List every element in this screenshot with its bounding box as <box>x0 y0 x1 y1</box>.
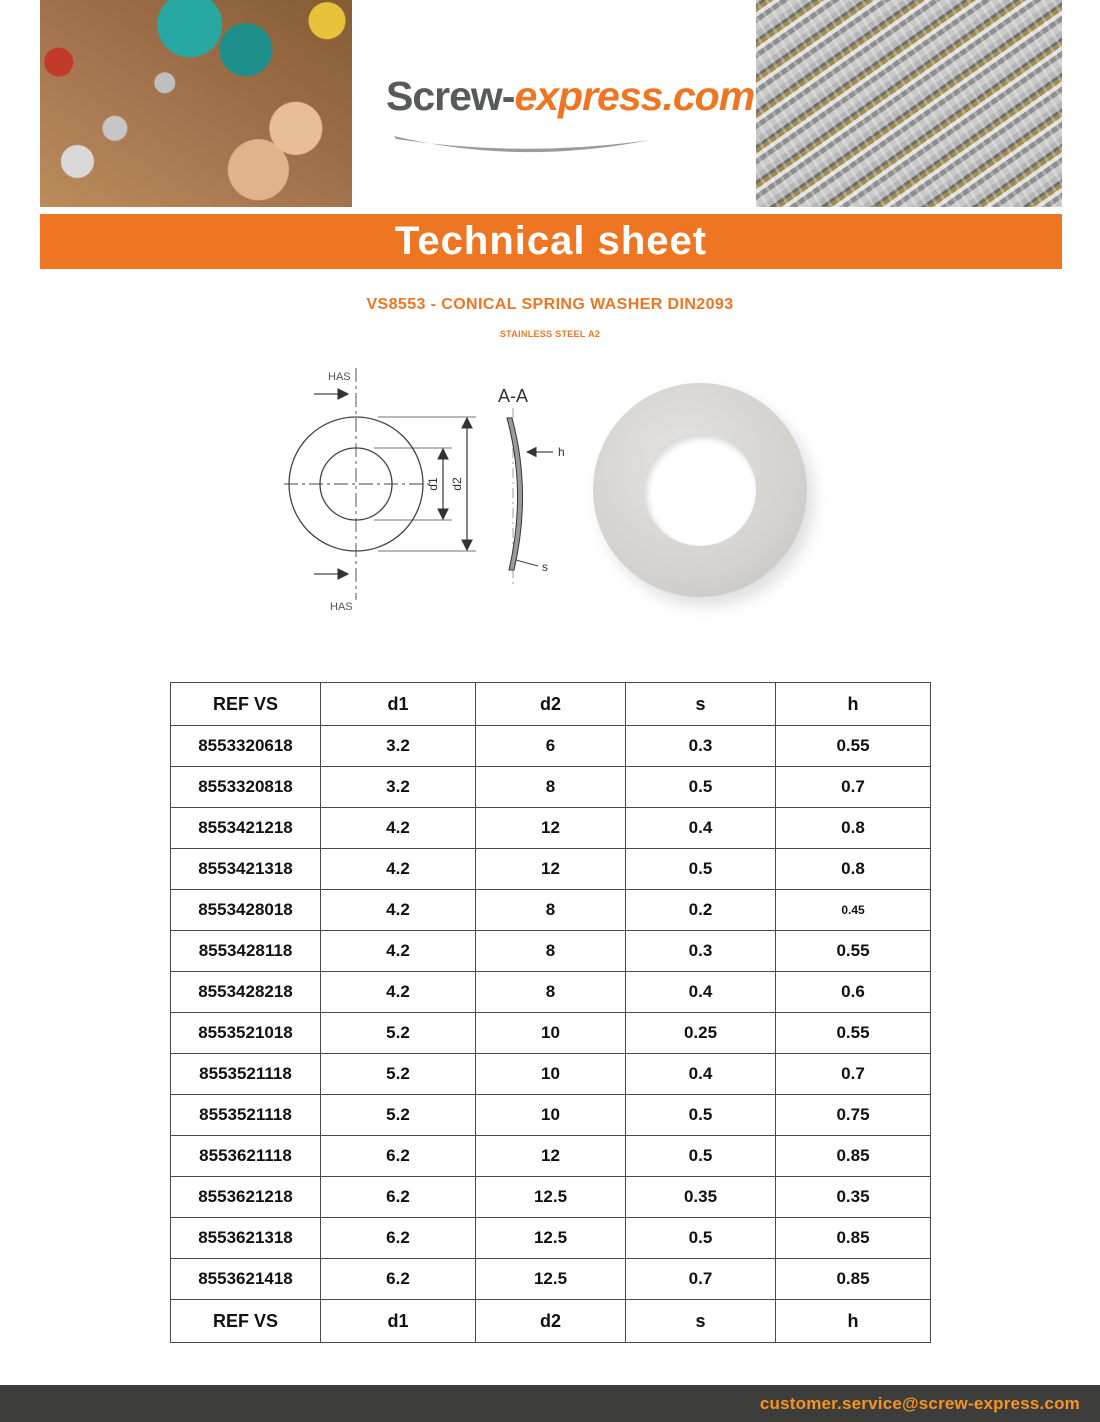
value-cell: 0.35 <box>776 1177 931 1218</box>
label-has-bottom: HAS <box>330 601 353 613</box>
table-row <box>171 890 931 931</box>
column-header: s <box>626 683 776 726</box>
brand-logo <box>386 73 755 119</box>
value-cell: 4.2 <box>321 808 476 849</box>
ref-cell: 8553621418 <box>171 1259 321 1300</box>
page-subtitle: STAINLESS STEEL A2 <box>499 329 601 339</box>
value-cell: 12 <box>476 849 626 890</box>
label-s: s <box>542 560 548 574</box>
value-cell: 12.5 <box>476 1259 626 1300</box>
column-footer: d1 <box>321 1300 476 1343</box>
logo-swoosh-icon <box>388 126 658 160</box>
value-cell: 6 <box>476 726 626 767</box>
value-cell: 0.5 <box>626 1136 776 1177</box>
ref-cell: 8553428118 <box>171 931 321 972</box>
ref-cell: 8553621218 <box>171 1177 321 1218</box>
value-cell: 8 <box>476 890 626 931</box>
value-cell: 0.7 <box>626 1259 776 1300</box>
spec-table-foot <box>171 1300 931 1343</box>
value-cell: 12 <box>476 808 626 849</box>
table-row <box>171 1054 931 1095</box>
table-row <box>171 726 931 767</box>
value-cell: 3.2 <box>321 726 476 767</box>
value-cell: 0.3 <box>626 726 776 767</box>
customer-service-email: customer.service@screw-express.com <box>759 1393 1080 1413</box>
value-cell: 0.3 <box>626 931 776 972</box>
value-cell: 0.55 <box>776 726 931 767</box>
ref-cell: 8553428218 <box>171 972 321 1013</box>
footer-bar <box>0 1385 1100 1422</box>
table-row <box>171 1177 931 1218</box>
washer-photo <box>593 383 807 597</box>
spec-table <box>170 682 931 1343</box>
table-row <box>171 1136 931 1177</box>
column-footer: h <box>776 1300 931 1343</box>
value-cell: 12.5 <box>476 1177 626 1218</box>
ref-cell: 8553521118 <box>171 1054 321 1095</box>
value-cell: 3.2 <box>321 767 476 808</box>
value-cell: 4.2 <box>321 849 476 890</box>
value-cell: 0.7 <box>776 1054 931 1095</box>
table-header-row <box>171 683 931 726</box>
ref-cell: 8553428018 <box>171 890 321 931</box>
value-cell: 0.5 <box>626 1095 776 1136</box>
ref-cell: 8553521018 <box>171 1013 321 1054</box>
value-cell: 0.35 <box>626 1177 776 1218</box>
value-cell: 0.6 <box>776 972 931 1013</box>
spec-table-body <box>171 726 931 1300</box>
label-section-aa: A-A <box>497 386 529 406</box>
value-cell: 0.8 <box>776 808 931 849</box>
value-cell: 8 <box>476 767 626 808</box>
value-cell: 0.55 <box>776 1013 931 1054</box>
column-footer: s <box>626 1300 776 1343</box>
ref-cell: 8553621118 <box>171 1136 321 1177</box>
page-title: VS8553 - CONICAL SPRING WASHER DIN2093 <box>366 296 734 313</box>
label-d2: d2 <box>450 477 464 491</box>
table-row <box>171 931 931 972</box>
technical-drawing <box>280 352 610 624</box>
ref-cell: 8553421318 <box>171 849 321 890</box>
table-row <box>171 1259 931 1300</box>
table-row <box>171 1013 931 1054</box>
label-d1: d1 <box>426 477 440 491</box>
value-cell: 0.5 <box>626 767 776 808</box>
value-cell: 0.4 <box>626 808 776 849</box>
table-row <box>171 1218 931 1259</box>
value-cell: 0.55 <box>776 931 931 972</box>
column-header: REF VS <box>171 683 321 726</box>
value-cell: 0.45 <box>776 890 931 931</box>
column-header: d2 <box>476 683 626 726</box>
label-has-top: HAS <box>328 371 351 383</box>
logo-text-screw: Screw- <box>386 73 515 119</box>
value-cell: 10 <box>476 1054 626 1095</box>
value-cell: 0.75 <box>776 1095 931 1136</box>
ref-cell: 8553320618 <box>171 726 321 767</box>
value-cell: 6.2 <box>321 1177 476 1218</box>
column-footer: REF VS <box>171 1300 321 1343</box>
column-footer: d2 <box>476 1300 626 1343</box>
header-photo-workbench <box>40 0 352 207</box>
spec-table-head <box>171 683 931 726</box>
value-cell: 10 <box>476 1095 626 1136</box>
value-cell: 0.2 <box>626 890 776 931</box>
washer-front-view <box>284 368 476 600</box>
value-cell: 5.2 <box>321 1054 476 1095</box>
table-row <box>171 972 931 1013</box>
value-cell: 6.2 <box>321 1218 476 1259</box>
value-cell: 5.2 <box>321 1095 476 1136</box>
value-cell: 5.2 <box>321 1013 476 1054</box>
value-cell: 4.2 <box>321 972 476 1013</box>
value-cell: 0.4 <box>626 972 776 1013</box>
ref-cell: 8553621318 <box>171 1218 321 1259</box>
value-cell: 0.8 <box>776 849 931 890</box>
value-cell: 0.7 <box>776 767 931 808</box>
washer-photo-hole <box>644 434 756 546</box>
banner <box>40 214 1062 269</box>
table-row <box>171 849 931 890</box>
header-photo-screws <box>756 0 1062 207</box>
label-h: h <box>558 445 565 459</box>
value-cell: 10 <box>476 1013 626 1054</box>
value-cell: 6.2 <box>321 1136 476 1177</box>
value-cell: 8 <box>476 972 626 1013</box>
value-cell: 0.85 <box>776 1259 931 1300</box>
ref-cell: 8553320818 <box>171 767 321 808</box>
table-row <box>171 1095 931 1136</box>
value-cell: 4.2 <box>321 890 476 931</box>
value-cell: 12.5 <box>476 1218 626 1259</box>
value-cell: 4.2 <box>321 931 476 972</box>
value-cell: 0.25 <box>626 1013 776 1054</box>
value-cell: 0.5 <box>626 1218 776 1259</box>
ref-cell: 8553421218 <box>171 808 321 849</box>
value-cell: 6.2 <box>321 1259 476 1300</box>
value-cell: 12 <box>476 1136 626 1177</box>
value-cell: 0.85 <box>776 1136 931 1177</box>
logo-text-express: express.com <box>514 73 755 119</box>
table-footer-row <box>171 1300 931 1343</box>
table-row <box>171 767 931 808</box>
washer-section-view <box>507 408 553 584</box>
ref-cell: 8553521118 <box>171 1095 321 1136</box>
value-cell: 0.5 <box>626 849 776 890</box>
value-cell: 8 <box>476 931 626 972</box>
table-row <box>171 808 931 849</box>
column-header: h <box>776 683 931 726</box>
value-cell: 0.85 <box>776 1218 931 1259</box>
value-cell: 0.4 <box>626 1054 776 1095</box>
column-header: d1 <box>321 683 476 726</box>
banner-title: Technical sheet <box>394 219 708 263</box>
